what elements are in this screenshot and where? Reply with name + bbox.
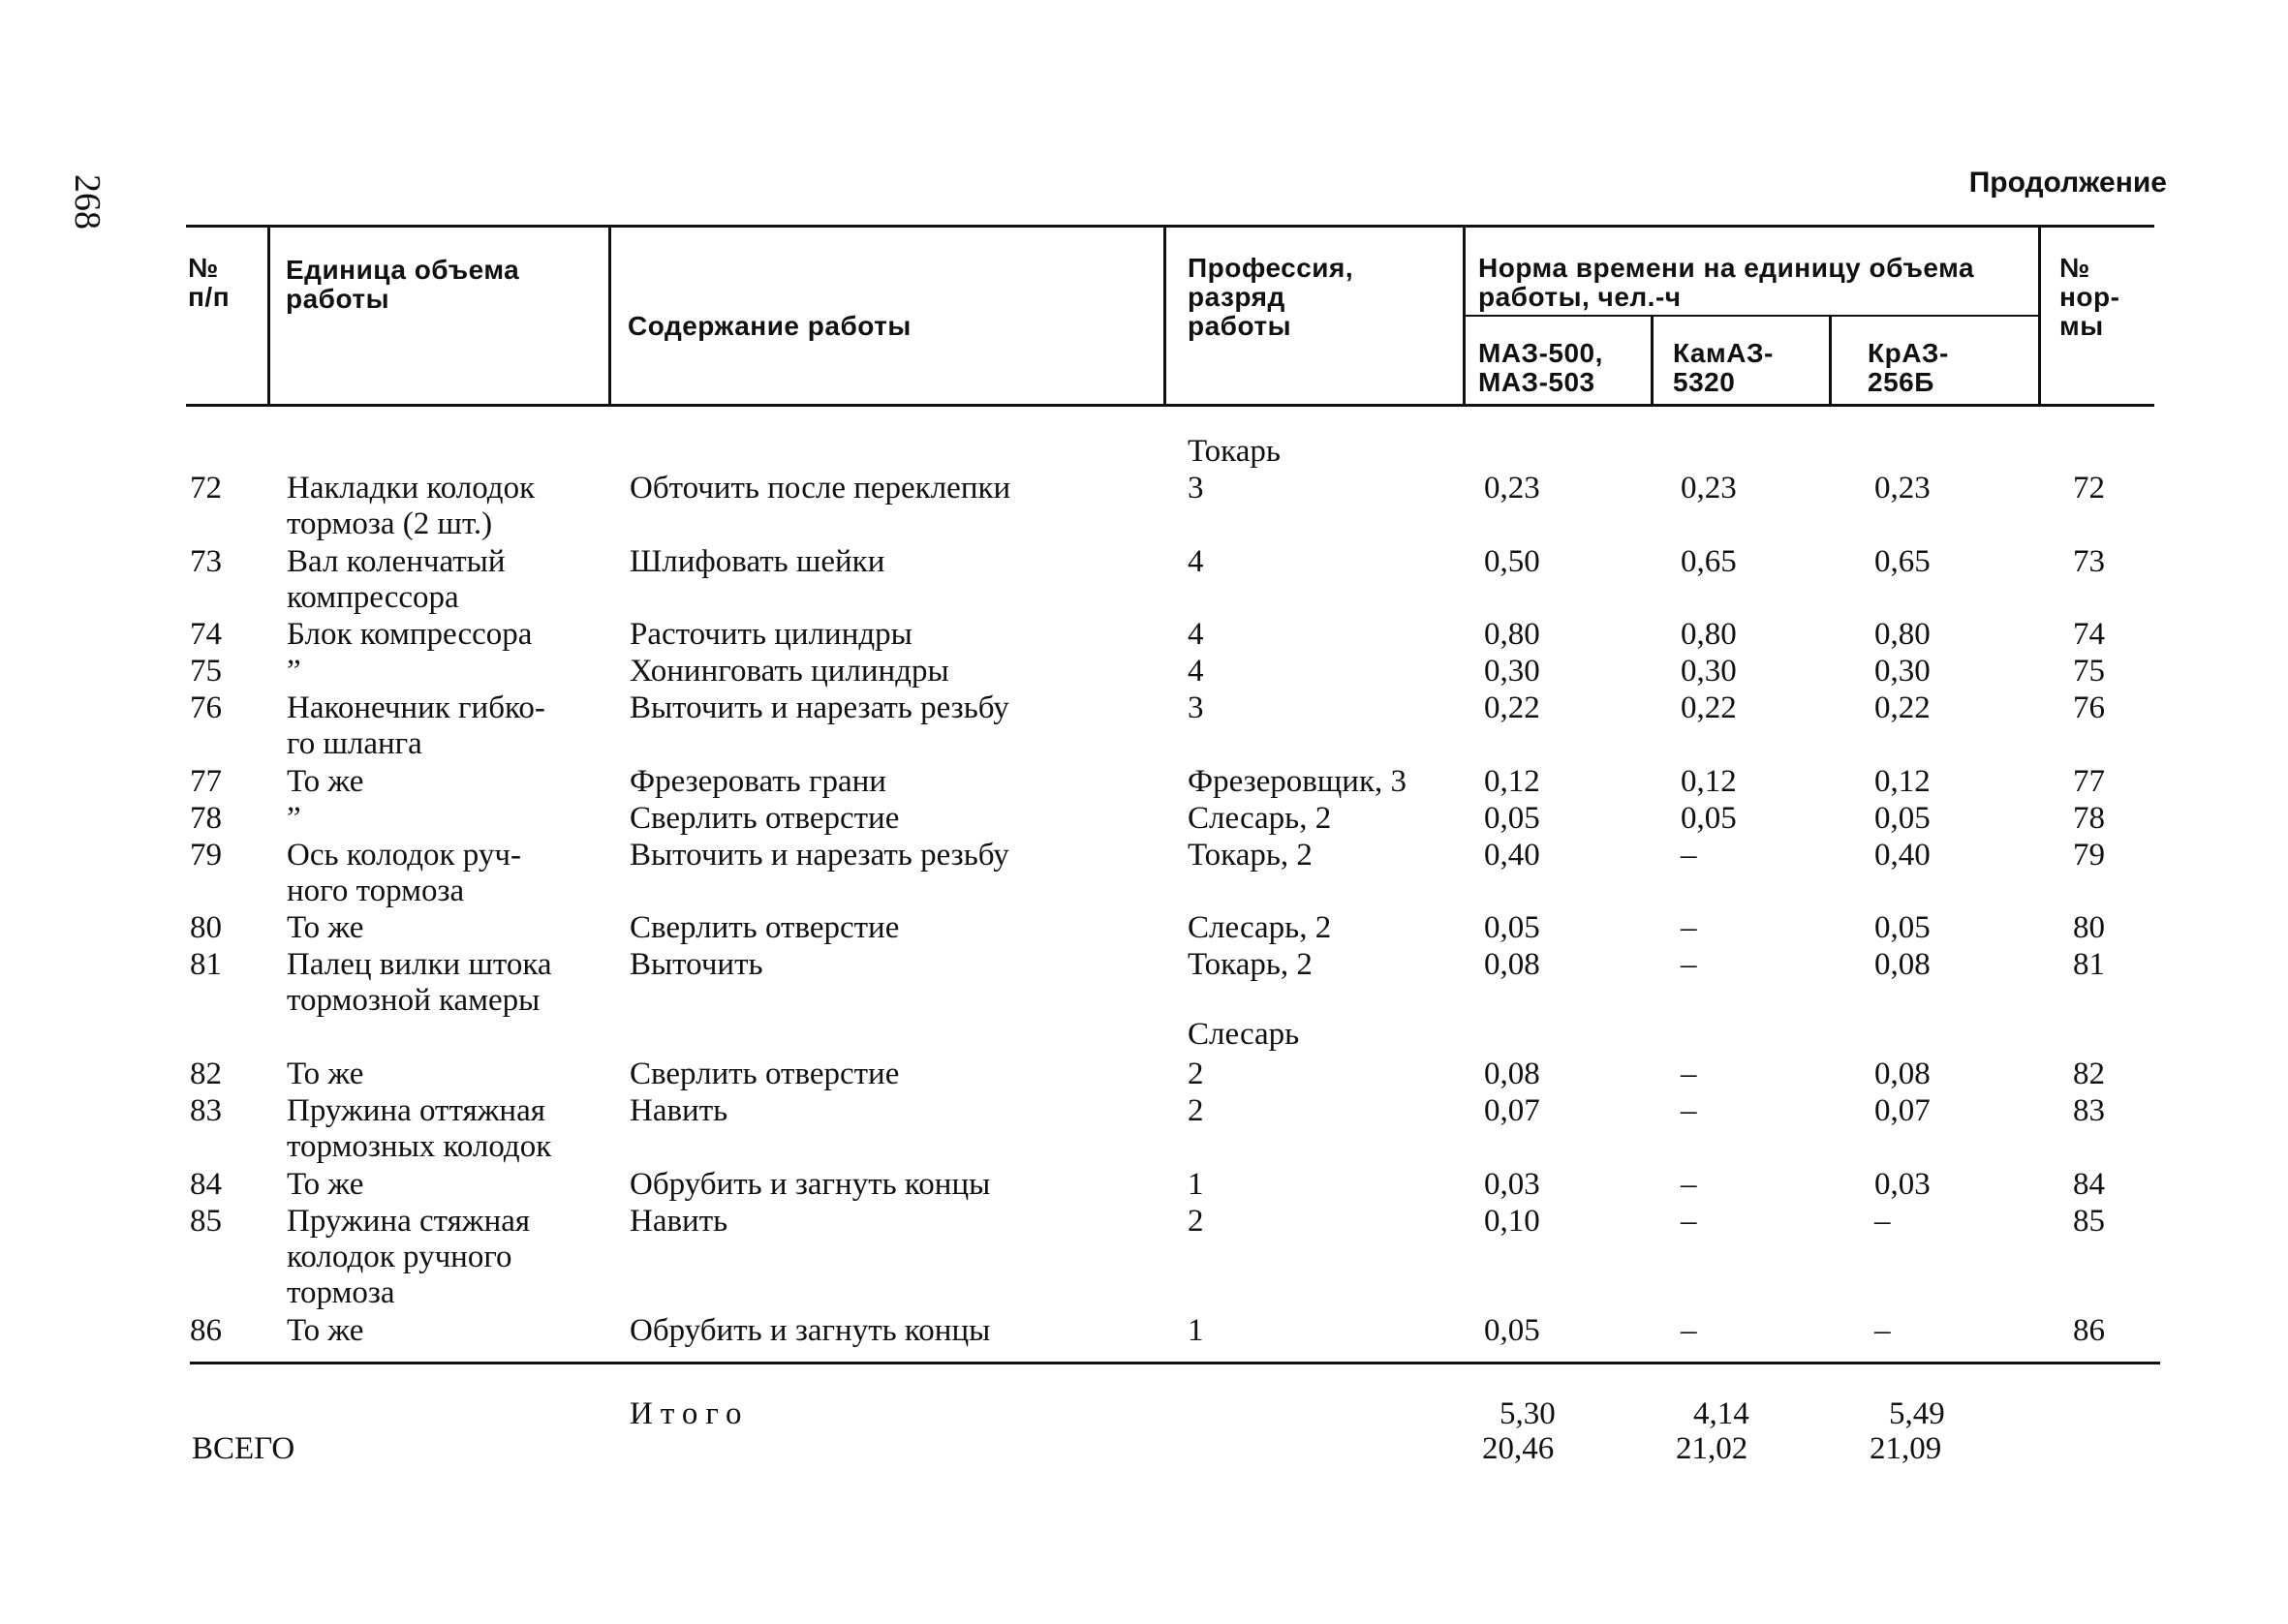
row-content: Обрубить и загнуть концы: [630, 1167, 991, 1202]
row-number: 83: [190, 1093, 222, 1128]
row-kamaz: 0,23: [1681, 471, 1737, 506]
row-unit: То же: [287, 1313, 364, 1348]
row-unit: То же: [287, 1167, 364, 1202]
row-profession: Токарь, 2: [1188, 947, 1313, 982]
row-norm-number: 75: [2073, 654, 2105, 689]
header-bottom-rule: [186, 404, 2154, 407]
header-time-norm: Норма времени на единицу объема работы, чел.-ч: [1478, 253, 1975, 312]
header-kamaz: КамАЗ- 5320: [1673, 338, 1774, 397]
row-content: Навить: [630, 1093, 728, 1128]
row-number: 78: [190, 801, 222, 836]
row-kamaz: 0,30: [1681, 654, 1737, 689]
norm-group-rule: [1463, 315, 2039, 317]
row-unit: То же: [287, 764, 364, 799]
row-kamaz: 0,22: [1681, 690, 1737, 725]
row-content: Обточить после переклепки: [630, 471, 1011, 506]
row-kraz: 0,05: [1874, 910, 1931, 945]
row-content: Шлифовать шейки: [630, 544, 885, 579]
row-profession: 1: [1188, 1313, 1204, 1348]
itogo-kamaz: 4,14: [1693, 1396, 1749, 1431]
row-unit: Пружина стяжная колодок ручного тормоза: [287, 1204, 531, 1310]
col-divider-7: [2038, 225, 2041, 406]
row-kraz: 0,40: [1874, 838, 1931, 873]
row-unit: ”: [287, 654, 301, 689]
row-profession: 4: [1188, 654, 1204, 689]
row-maz: 0,10: [1484, 1204, 1540, 1239]
vsego-kraz: 21,09: [1870, 1431, 1942, 1466]
row-content: Сверлить отверстие: [630, 801, 900, 836]
col-divider-1: [267, 225, 270, 406]
row-number: 81: [190, 947, 222, 982]
row-kraz: 0,80: [1874, 617, 1931, 652]
row-number: 82: [190, 1057, 222, 1091]
row-kamaz: –: [1681, 1057, 1697, 1091]
row-unit: Палец вилки штока тормозной камеры: [287, 947, 552, 1018]
row-maz: 0,80: [1484, 617, 1540, 652]
header-maz: МАЗ-500, МАЗ-503: [1478, 338, 1603, 397]
row-kamaz: 0,80: [1681, 617, 1737, 652]
row-kamaz: –: [1681, 838, 1697, 873]
row-maz: 0,08: [1484, 1057, 1540, 1091]
col-divider-6: [1829, 317, 1832, 406]
row-unit: Наконечник гибко- го шланга: [287, 690, 545, 761]
row-content: Выточить: [630, 947, 763, 982]
vsego-label: ВСЕГО: [192, 1431, 295, 1466]
row-number: 77: [190, 764, 222, 799]
row-content: Сверлить отверстие: [630, 910, 900, 945]
row-number: 80: [190, 910, 222, 945]
row-profession: 2: [1188, 1057, 1204, 1091]
row-maz: 0,30: [1484, 654, 1540, 689]
row-profession: 3: [1188, 690, 1204, 725]
row-kraz: 0,65: [1874, 544, 1931, 579]
row-kamaz: –: [1681, 1204, 1697, 1239]
row-norm-number: 79: [2073, 838, 2105, 873]
row-kraz: 0,05: [1874, 801, 1931, 836]
row-number: 79: [190, 838, 222, 873]
col-divider-5: [1651, 317, 1654, 406]
row-kamaz: –: [1681, 1313, 1697, 1348]
row-norm-number: 82: [2073, 1057, 2105, 1091]
row-unit: Накладки колодок тормоза (2 шт.): [287, 471, 536, 541]
page-number: 268: [67, 174, 108, 230]
row-norm-number: 74: [2073, 617, 2105, 652]
row-maz: 0,40: [1484, 838, 1540, 873]
row-norm-number: 78: [2073, 801, 2105, 836]
section-label-fitter: Слесарь: [1188, 1017, 1300, 1052]
row-content: Выточить и нарезать резьбу: [630, 690, 1009, 725]
row-unit: Вал коленчатый компрессора: [287, 544, 506, 615]
row-kraz: 0,08: [1874, 1057, 1931, 1091]
row-kraz: –: [1874, 1204, 1891, 1239]
row-norm-number: 77: [2073, 764, 2105, 799]
row-unit: ”: [287, 801, 301, 836]
row-maz: 0,05: [1484, 910, 1540, 945]
row-maz: 0,05: [1484, 801, 1540, 836]
row-norm-number: 86: [2073, 1313, 2105, 1348]
row-norm-number: 73: [2073, 544, 2105, 579]
row-profession: 4: [1188, 617, 1204, 652]
row-maz: 0,08: [1484, 947, 1540, 982]
row-content: Хонинговать цилиндры: [630, 654, 949, 689]
row-unit: Пружина оттяжная тормозных колодок: [287, 1093, 552, 1164]
header-row-number: № п/п: [188, 253, 231, 312]
row-profession: 2: [1188, 1093, 1204, 1128]
row-number: 73: [190, 544, 222, 579]
row-content: Фрезеровать грани: [630, 764, 886, 799]
itogo-maz: 5,30: [1500, 1396, 1556, 1431]
row-kamaz: –: [1681, 1167, 1697, 1202]
row-unit: То же: [287, 910, 364, 945]
row-kraz: 0,30: [1874, 654, 1931, 689]
row-norm-number: 80: [2073, 910, 2105, 945]
row-number: 72: [190, 471, 222, 506]
row-maz: 0,07: [1484, 1093, 1540, 1128]
row-kamaz: 0,05: [1681, 801, 1737, 836]
row-kraz: 0,23: [1874, 471, 1931, 506]
row-norm-number: 76: [2073, 690, 2105, 725]
row-kraz: 0,22: [1874, 690, 1931, 725]
row-maz: 0,22: [1484, 690, 1540, 725]
row-maz: 0,12: [1484, 764, 1540, 799]
table-top-rule: [186, 225, 2154, 228]
continuation-label: Продолжение: [1968, 167, 2167, 199]
row-unit: Блок компрессора: [287, 617, 533, 652]
row-profession: Фрезеровщик, 3: [1188, 764, 1407, 799]
vsego-kamaz: 21,02: [1676, 1431, 1748, 1466]
row-kamaz: –: [1681, 1093, 1697, 1128]
row-kamaz: 0,12: [1681, 764, 1737, 799]
row-profession: Токарь, 2: [1188, 838, 1313, 873]
row-kraz: 0,12: [1874, 764, 1931, 799]
col-divider-4: [1463, 225, 1466, 406]
row-content: Сверлить отверстие: [630, 1057, 900, 1091]
itogo-label: Итого: [630, 1396, 750, 1431]
row-maz: 0,23: [1484, 471, 1540, 506]
row-profession: 4: [1188, 544, 1204, 579]
row-kraz: –: [1874, 1313, 1891, 1348]
section-label-turner: Токарь: [1188, 434, 1281, 469]
row-kamaz: –: [1681, 947, 1697, 982]
row-number: 84: [190, 1167, 222, 1202]
header-norm-number: № нор- мы: [2059, 253, 2120, 341]
row-kraz: 0,08: [1874, 947, 1931, 982]
row-norm-number: 72: [2073, 471, 2105, 506]
table-bottom-rule: [190, 1362, 2160, 1364]
row-content: Навить: [630, 1204, 728, 1239]
row-number: 86: [190, 1313, 222, 1348]
row-profession: 2: [1188, 1204, 1204, 1239]
header-work-unit: Единица объема работы: [286, 255, 520, 314]
itogo-kraz: 5,49: [1889, 1396, 1945, 1431]
row-maz: 0,03: [1484, 1167, 1540, 1202]
row-maz: 0,50: [1484, 544, 1540, 579]
row-number: 74: [190, 617, 222, 652]
header-kraz: КрАЗ- 256Б: [1868, 338, 1949, 397]
col-divider-2: [608, 225, 611, 406]
row-norm-number: 85: [2073, 1204, 2105, 1239]
row-content: Расточить цилиндры: [630, 617, 912, 652]
row-norm-number: 81: [2073, 947, 2105, 982]
row-number: 85: [190, 1204, 222, 1239]
row-number: 75: [190, 654, 222, 689]
row-unit: То же: [287, 1057, 364, 1091]
row-norm-number: 83: [2073, 1093, 2105, 1128]
row-content: Обрубить и загнуть концы: [630, 1313, 991, 1348]
row-norm-number: 84: [2073, 1167, 2105, 1202]
header-profession: Профессия, разряд работы: [1188, 253, 1354, 341]
row-profession: 3: [1188, 471, 1204, 506]
row-profession: Слесарь, 2: [1188, 910, 1332, 945]
row-kraz: 0,03: [1874, 1167, 1931, 1202]
header-work-content: Содержание работы: [628, 311, 912, 341]
row-number: 76: [190, 690, 222, 725]
vsego-maz: 20,46: [1482, 1431, 1555, 1466]
row-kraz: 0,07: [1874, 1093, 1931, 1128]
row-maz: 0,05: [1484, 1313, 1540, 1348]
col-divider-3: [1163, 225, 1166, 406]
row-content: Выточить и нарезать резьбу: [630, 838, 1009, 873]
row-kamaz: –: [1681, 910, 1697, 945]
row-kamaz: 0,65: [1681, 544, 1737, 579]
row-profession: 1: [1188, 1167, 1204, 1202]
row-profession: Слесарь, 2: [1188, 801, 1332, 836]
row-unit: Ось колодок руч- ного тормоза: [287, 838, 521, 908]
